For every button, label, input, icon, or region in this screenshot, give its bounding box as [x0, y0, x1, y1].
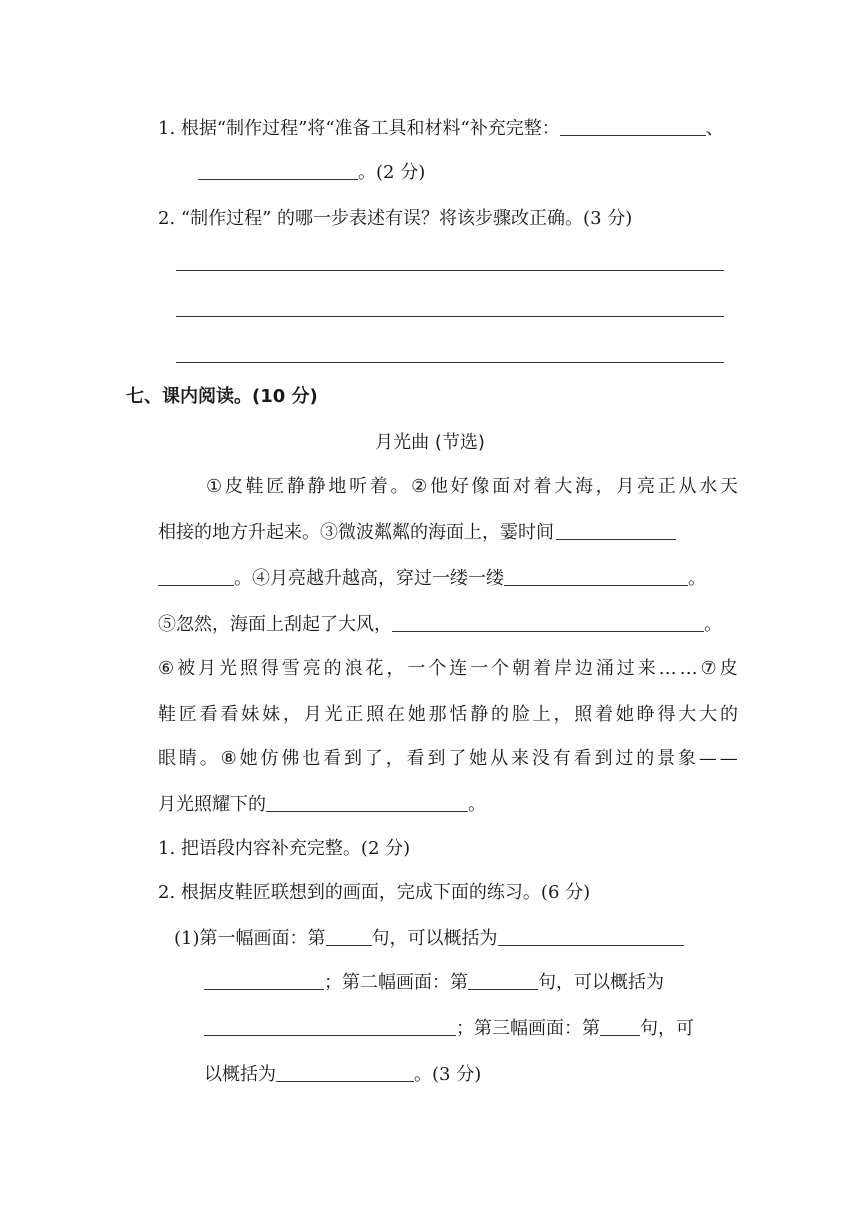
q7-q2-text: 根据皮鞋匠联想到的画面，完成下面的练习。(6 分)	[180, 882, 591, 903]
passage-line-3	[158, 564, 706, 594]
q7-sub-1-text-c: ；第二幅画面：第	[324, 972, 468, 993]
passage-line-4-end: 。	[704, 614, 722, 635]
passage-line-3-end: 。	[688, 568, 706, 589]
q7-sub-1-text-e: ；第三幅画面：第	[456, 1018, 600, 1039]
q7-sub-1-blank-sentence-2[interactable]	[468, 969, 538, 990]
passage-line-1: ① 皮 鞋 匠 静 静 地 听 着 。 ② 他 好 像 面 对 着 大 海 ， 月 亮 正 从 水 天	[206, 476, 738, 497]
q7-question-2	[158, 878, 590, 908]
q7-sub-1-blank-summary-3[interactable]	[276, 1061, 414, 1082]
q7-sub-1-text-a: 第一幅画面：第	[199, 928, 326, 949]
q6-answer-line-2[interactable]	[176, 316, 724, 317]
q6-q1-blank-2[interactable]	[198, 159, 358, 180]
passage-blank-4[interactable]	[266, 791, 468, 812]
q7-sub-1-line-3	[204, 1014, 694, 1044]
q7-sub-1-blank-summary-1b[interactable]	[204, 969, 324, 990]
q7-sub-1-line-1	[174, 924, 684, 954]
passage-line-2	[158, 518, 676, 548]
passage-line-5: ⑥ 被 月 光 照 得 雪 亮 的 浪 花 ， 一 个 连 一 个 朝 着 岸 边 涌 过 来 … … ⑦ 皮	[158, 658, 738, 679]
q7-sub-1-blank-summary-2[interactable]	[204, 1015, 456, 1036]
passage-blank-1a[interactable]	[556, 519, 676, 540]
q6-q1-text: 根据“制作过程”将“准备工具和材料“补充完整：	[180, 118, 560, 139]
q6-q2-number: 2.	[158, 208, 176, 229]
q6-question-2	[158, 204, 632, 234]
passage-line-3-text: 。④月亮越升越高，穿过一缕一缕	[234, 568, 504, 589]
passage-title-main: 月光曲	[375, 432, 430, 453]
q7-sub-1-text-b: 句，可以概括为	[371, 928, 498, 949]
passage-line-8-end: 。	[468, 794, 486, 815]
passage-title-note: (节选)	[434, 432, 485, 453]
q7-sub-1-text-h: 。(3 分)	[414, 1064, 482, 1085]
q6-q2-text: “制作过程” 的哪一步表述有误？将该步骤改正确。(3 分)	[180, 208, 633, 229]
passage-line-4	[158, 610, 722, 640]
q7-question-1	[158, 834, 410, 864]
q6-q1-number: 1.	[158, 118, 176, 139]
q7-sub-1-blank-sentence-3[interactable]	[600, 1015, 640, 1036]
q6-q1-blank-1[interactable]	[560, 115, 706, 136]
section-heading: 七、课内阅读。(10 分)	[126, 386, 318, 407]
q7-q2-number: 2.	[158, 882, 176, 903]
q7-sub-1-text-f: 句，可	[640, 1018, 694, 1039]
passage-line-7: 眼 睛 。 ⑧ 她 仿 佛 也 看 到 了 ， 看 到 了 她 从 来 没 有 看 到 过 的 景 象 — —	[158, 748, 738, 769]
q6-answer-line-1[interactable]	[176, 270, 724, 271]
passage-blank-3[interactable]	[392, 611, 704, 632]
q7-sub-1-text-g: 以概括为	[204, 1064, 276, 1085]
q7-sub-1-text-d: 句，可以概括为	[538, 972, 664, 993]
q7-q1-text: 把语段内容补充完整。(2 分)	[180, 838, 411, 859]
q6-answer-line-3[interactable]	[176, 362, 724, 363]
q7-sub-1-blank-summary-1a[interactable]	[498, 925, 684, 946]
q7-sub-1-line-4	[204, 1060, 481, 1090]
passage-blank-1b[interactable]	[158, 565, 234, 586]
passage-line-8-text: 月光照耀下的	[158, 794, 266, 815]
passage-line-6: 鞋 匠 看 看 妹 妹 ， 月 光 正 照 在 她 那 恬 静 的 脸 上 ， 照 着 她 睁 得 大 大 的	[158, 704, 738, 725]
q6-q1-separator: 、	[705, 118, 724, 139]
q6-question-1-cont	[198, 158, 425, 188]
passage-line-4-text: ⑤忽然，海面上刮起了大风，	[158, 614, 392, 635]
passage-line-2-text: 相接的地方升起来。③微波粼粼的海面上，霎时间	[158, 522, 554, 543]
q6-question-1	[158, 114, 724, 144]
q6-q1-end: 。(2 分)	[358, 162, 426, 183]
passage-line-8	[158, 790, 486, 820]
q7-sub-1-line-2	[204, 968, 664, 998]
q7-sub-1-blank-sentence-1[interactable]	[326, 925, 372, 946]
q7-q1-number: 1.	[158, 838, 176, 859]
q7-sub-1-label: (1)	[174, 928, 200, 949]
passage-blank-2[interactable]	[504, 565, 688, 586]
passage-title	[0, 428, 860, 458]
